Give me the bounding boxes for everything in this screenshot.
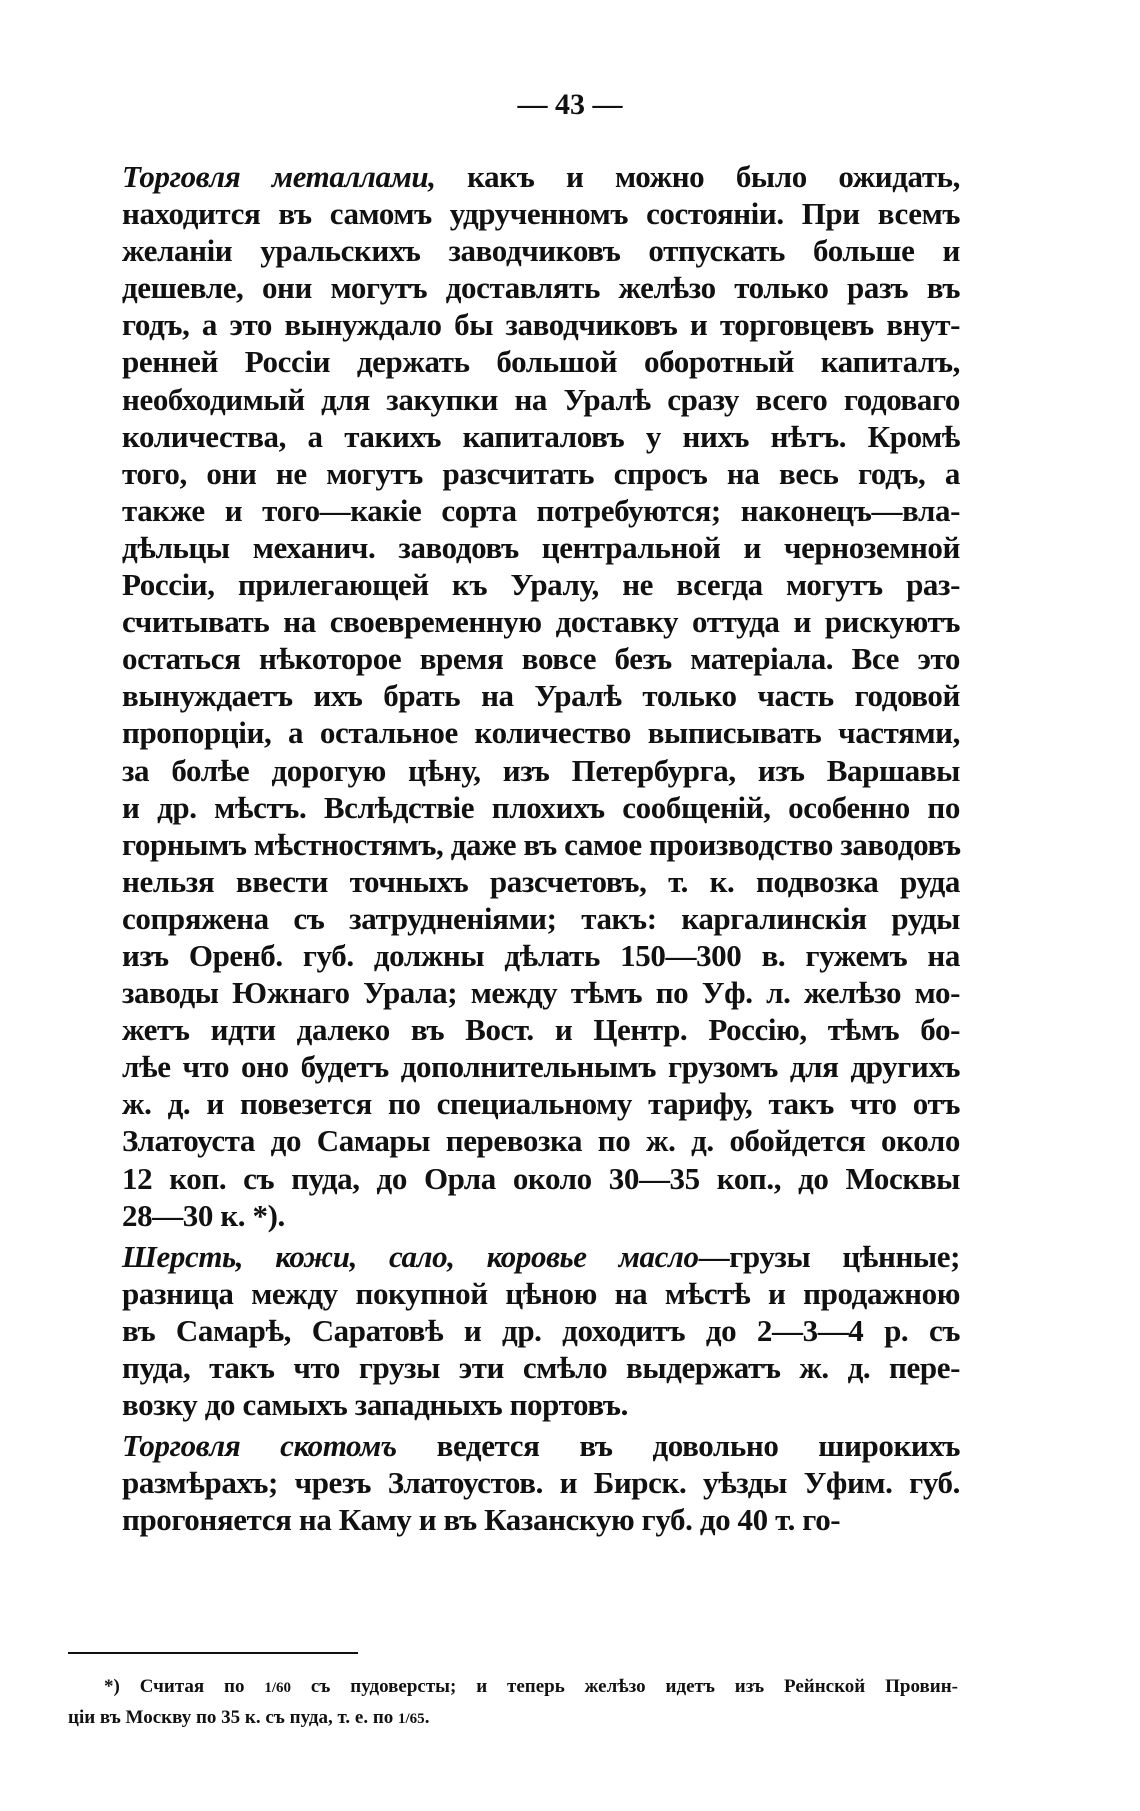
- text-line: [122, 529, 960, 566]
- footnote-line: [68, 1703, 958, 1734]
- line-text: разница между покупной цѣною на мѣстѣ и продажною: [122, 1275, 960, 1311]
- paragraph: [122, 1427, 960, 1538]
- line-text: находится въ самомъ удрученномъ состоянiи. При всемъ: [122, 196, 960, 232]
- page-number: — 43 —: [517, 88, 623, 121]
- body-text: [122, 158, 960, 1538]
- text-line: [122, 343, 960, 380]
- text-line: [122, 232, 960, 269]
- text-line: [122, 269, 960, 306]
- line-text: 12 коп. съ пуда, до Орла около 30—35 коп., до Москвы: [122, 1160, 960, 1196]
- text-line: [122, 1238, 960, 1275]
- line-text: дешевле, они могутъ доставлять желѣзо только разъ въ: [122, 270, 960, 306]
- footnote-fraction: 1/65: [398, 1711, 425, 1727]
- text-line: [122, 863, 960, 900]
- line-text: ренней Россiи держать большой оборотный капиталъ,: [122, 344, 960, 380]
- text-line: [122, 1386, 960, 1423]
- text-line: [122, 1501, 960, 1538]
- text-line: [122, 381, 960, 418]
- line-text: 28—30 к. *).: [122, 1197, 285, 1233]
- text-line: [122, 1275, 960, 1312]
- text-line: [122, 1197, 960, 1234]
- line-text: горнымъ мѣстностямъ, даже въ самое производство заводовъ: [122, 826, 961, 862]
- text-line: [122, 1011, 960, 1048]
- text-line: [122, 677, 960, 714]
- text-line: [122, 566, 960, 603]
- line-text: жетъ идти далеко въ Вост. и Центр. Россiю, тѣмъ бо-: [122, 1012, 960, 1048]
- text-line: [122, 1048, 960, 1085]
- line-text: —грузы цѣнные;: [698, 1238, 960, 1274]
- footnote-text: .: [424, 1707, 430, 1728]
- text-line: [122, 1160, 960, 1197]
- line-text: прогоняется на Каму и въ Казанскую губ. до 40 т. го-: [122, 1502, 841, 1538]
- text-line: [122, 455, 960, 492]
- line-text: за болѣе дорогую цѣну, изъ Петербурга, изъ Варшавы: [122, 752, 960, 788]
- line-text: сопряжена съ затрудненiями; такъ: каргалинскiя руды: [122, 900, 960, 936]
- line-text: ж. д. и повезется по специальному тарифу, такъ что отъ: [122, 1086, 960, 1122]
- text-line: [122, 1349, 960, 1386]
- line-text: желанiи уральскихъ заводчиковъ отпускать больше и: [122, 233, 960, 269]
- line-text: необходимый для закупки на Уралѣ сразу всего годоваго: [122, 381, 960, 417]
- text-line: [122, 1464, 960, 1501]
- line-text: Златоуста до Самары перевозка по ж. д. обойдется около: [122, 1123, 960, 1159]
- line-text: пуда, такъ что грузы эти смѣло выдержатъ ж. д. пере-: [122, 1350, 960, 1385]
- italic-heading: Шерсть, кожи, сало, коровье масло: [122, 1238, 699, 1274]
- footnote-text: *) Считая по: [104, 1676, 265, 1697]
- line-text: въ Самарѣ, Саратовѣ и др. доходитъ до 2—3—4 р. съ: [122, 1312, 960, 1348]
- text-line: [122, 492, 960, 529]
- footnote: [68, 1672, 958, 1734]
- text-line: [122, 900, 960, 937]
- line-text: вынуждаетъ ихъ брать на Уралѣ только часть годовой: [122, 678, 960, 714]
- text-line: [122, 158, 960, 195]
- line-text: и др. мѣстъ. Вслѣдствiе плохихъ сообщенiй, особенно по: [122, 789, 960, 825]
- line-text: того, они не могутъ разсчитать спросъ на весь годъ, а: [122, 455, 960, 491]
- line-text: размѣрахъ; чрезъ Златоустов. и Бирск. уѣзды Уфим. губ.: [122, 1465, 960, 1501]
- italic-heading: Торговля металлами,: [122, 159, 436, 194]
- text-line: [122, 306, 960, 343]
- line-text: считывать на своевременную доставку оттуда и рискуютъ: [122, 604, 960, 640]
- text-line: [122, 195, 960, 232]
- text-line: [122, 826, 960, 863]
- line-text: годъ, а это вынуждало бы заводчиковъ и торговцевъ внут-: [122, 307, 960, 343]
- text-line: [122, 640, 960, 677]
- line-text: возку до самыхъ западныхъ портовъ.: [122, 1387, 628, 1423]
- line-text: лѣе что оно будетъ дополнительнымъ грузомъ для другихъ: [122, 1049, 960, 1085]
- paragraph: [122, 158, 960, 1234]
- text-line: [122, 1122, 960, 1159]
- footnote-fraction: 1/60: [264, 1680, 292, 1696]
- text-line: [122, 1427, 960, 1464]
- text-line: [122, 714, 960, 751]
- line-text: остаться нѣкоторое время вовсе безъ матерiала. Все это: [122, 641, 960, 677]
- text-line: [122, 974, 960, 1011]
- text-line: [122, 752, 960, 789]
- line-text: заводы Южнаго Урала; между тѣмъ по Уф. л. желѣзо мо-: [122, 975, 960, 1011]
- text-line: [122, 1085, 960, 1122]
- line-text: ведется въ довольно широкихъ: [396, 1428, 960, 1464]
- text-line: [122, 418, 960, 455]
- line-text: изъ Оренб. губ. должны дѣлать 150—300 в. гужемъ на: [122, 937, 960, 973]
- line-text: пропорцiи, а остальное количество выписывать частями,: [122, 715, 960, 751]
- line-text: также и того—какiе сорта потребуются; наконецъ—вла-: [122, 492, 960, 528]
- footnote-line: [68, 1672, 958, 1703]
- line-text: нельзя ввести точныхъ разсчетовъ, т. к. подвозка руда: [122, 863, 960, 899]
- line-text: дѣльцы механич. заводовъ центральной и черноземной: [122, 529, 960, 565]
- footnote-divider: [68, 1652, 358, 1654]
- text-line: [122, 603, 960, 640]
- line-text: количества, а такихъ капиталовъ у нихъ нѣтъ. Кромѣ: [122, 418, 960, 454]
- line-text: Россiи, прилегающей къ Уралу, не всегда могутъ раз-: [122, 567, 960, 603]
- text-line: [122, 789, 960, 826]
- text-line: [122, 1312, 960, 1349]
- text-line: [122, 937, 960, 974]
- italic-heading: Торговля скотомъ: [122, 1428, 397, 1464]
- footnote-text: цiи въ Москву по 35 к. съ пуда, т. е. по: [68, 1707, 399, 1728]
- footnote-text: съ пудоверсты; и теперь желѣзо идетъ изъ Рейнской Провин-: [291, 1676, 958, 1697]
- line-text: какъ и можно было ожидать,: [435, 159, 961, 194]
- paragraph: [122, 1238, 960, 1423]
